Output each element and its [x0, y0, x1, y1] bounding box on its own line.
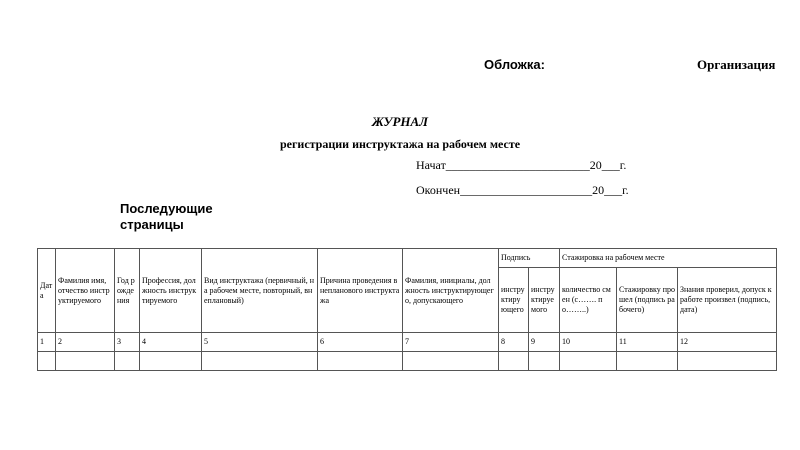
- header-birth-year: Год рождения: [115, 249, 140, 333]
- col-number: 7: [403, 333, 499, 352]
- header-passed: Стажировку прошел (подпись рабочего): [617, 268, 678, 333]
- header-instruction-type: Вид инструктажа (первичный, на рабочем месте, повторный, внеплановый): [202, 249, 318, 333]
- empty-cell: [499, 352, 529, 371]
- empty-cell: [202, 352, 318, 371]
- empty-cell: [115, 352, 140, 371]
- journal-title-text: ЖУРНАЛ: [371, 114, 429, 129]
- empty-cell: [140, 352, 202, 371]
- journal-title: [0, 114, 800, 130]
- empty-cell: [56, 352, 115, 371]
- col-number: 3: [115, 333, 140, 352]
- empty-cell: [678, 352, 777, 371]
- col-number: 11: [617, 333, 678, 352]
- empty-cell: [318, 352, 403, 371]
- journal-subtitle-text: регистрации инструктажа на рабочем месте: [279, 137, 521, 151]
- header-profession: Профессия, должность инструктируемого: [140, 249, 202, 333]
- col-number: 2: [56, 333, 115, 352]
- header-signature: Подпись: [499, 249, 560, 268]
- header-instructor: Фамилия, инициалы, должность инструктирующего, допускающего: [403, 249, 499, 333]
- col-number: 4: [140, 333, 202, 352]
- journal-table: [37, 248, 777, 371]
- header-checked: Знания проверил, допуск к работе произвел (подпись, дата): [678, 268, 777, 333]
- col-number: 1: [38, 333, 56, 352]
- table-row: [38, 333, 777, 352]
- empty-cell: [529, 352, 560, 371]
- header-fio: Фамилия имя, отчество инструктируемого: [56, 249, 115, 333]
- empty-cell: [617, 352, 678, 371]
- col-number: 6: [318, 333, 403, 352]
- empty-cell: [403, 352, 499, 371]
- header-sig-instructed: инструктируемого: [529, 268, 560, 333]
- cover-label: Обложка:: [484, 57, 545, 72]
- empty-cell: [38, 352, 56, 371]
- organization-label: Организация: [697, 57, 776, 72]
- col-number: 8: [499, 333, 529, 352]
- header-reason: Причина проведения внепланового инструктажа: [318, 249, 403, 333]
- header-date: Дата: [38, 249, 56, 333]
- col-number: 12: [678, 333, 777, 352]
- col-number: 10: [560, 333, 617, 352]
- journal-subtitle: [0, 137, 800, 152]
- header-shifts: количество смен (с……. по……..): [560, 268, 617, 333]
- col-number: 5: [202, 333, 318, 352]
- table-row: [38, 352, 777, 371]
- started-line: Начат________________________20___г.: [416, 158, 627, 172]
- header-sig-instructor: инструктирующего: [499, 268, 529, 333]
- next-pages-label: Последующие страницы: [120, 201, 213, 232]
- header-internship: Стажировка на рабочем месте: [560, 249, 777, 268]
- empty-cell: [560, 352, 617, 371]
- finished-line: Окончен______________________20___г.: [416, 183, 629, 197]
- col-number: 9: [529, 333, 560, 352]
